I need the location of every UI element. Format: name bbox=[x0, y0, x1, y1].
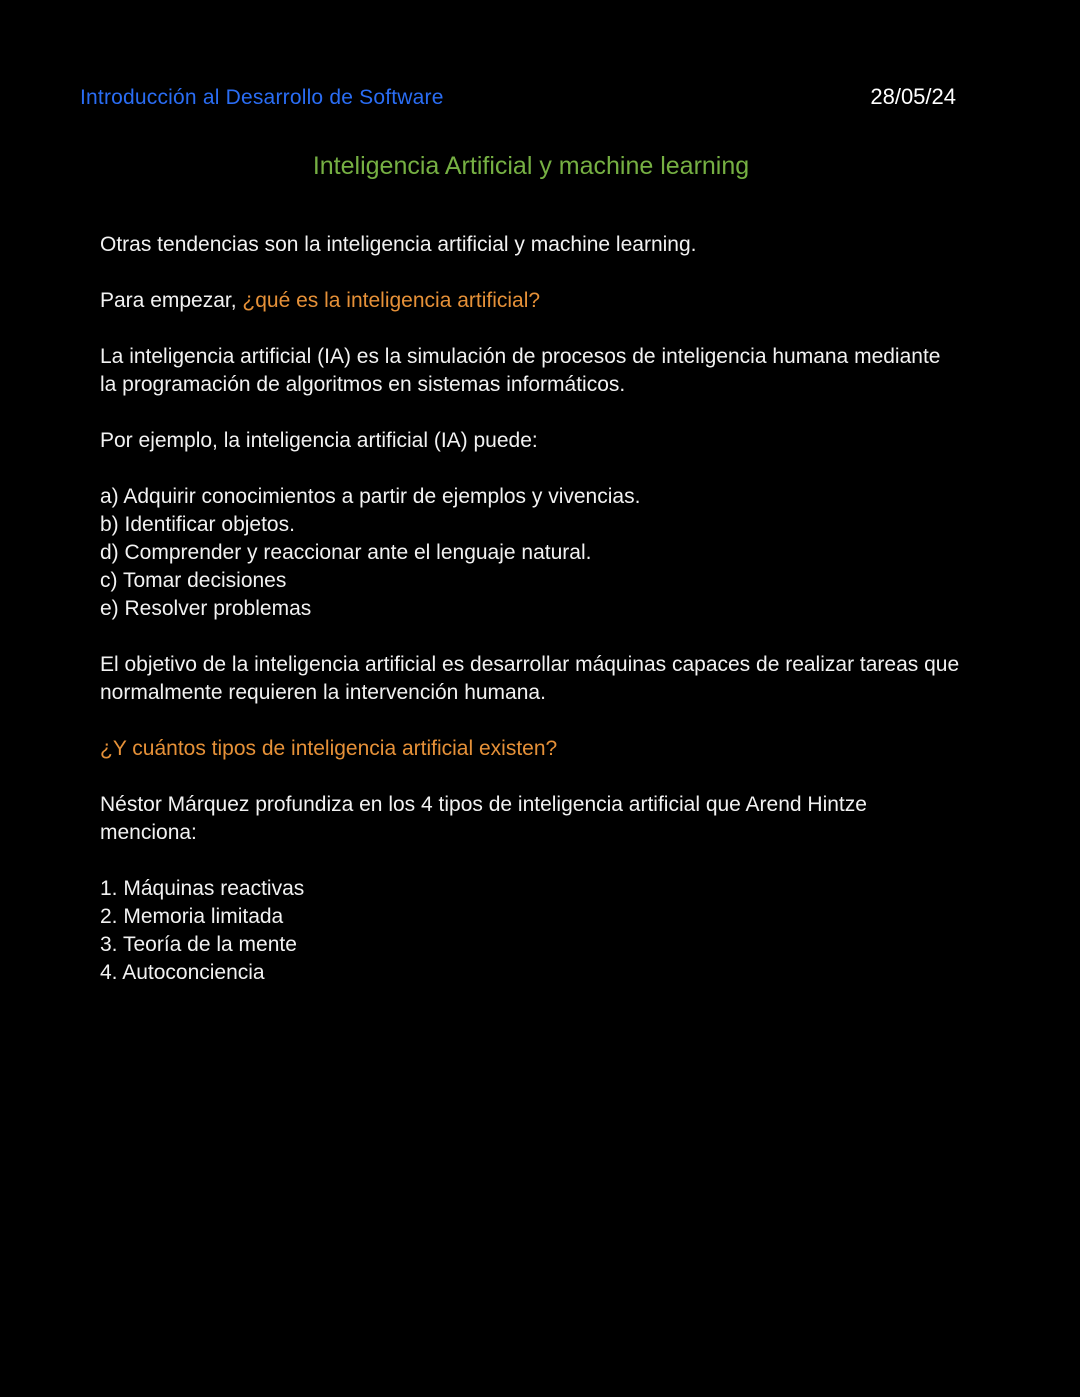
paragraph-question-1 bbox=[100, 287, 962, 315]
list-item: c) Tomar decisiones bbox=[100, 569, 287, 592]
course-title: Introducción al Desarrollo de Software bbox=[80, 86, 444, 109]
paragraph-intro: Otras tendencias son la inteligencia artificial y machine learning. bbox=[100, 233, 697, 256]
abilities-list bbox=[100, 483, 962, 623]
list-item: 4. Autoconciencia bbox=[100, 961, 265, 984]
document-header bbox=[80, 84, 956, 110]
list-item: b) Identificar objetos. bbox=[100, 513, 295, 536]
paragraph-question-2: ¿Y cuántos tipos de inteligencia artificial existen? bbox=[100, 737, 558, 760]
list-item: 1. Máquinas reactivas bbox=[100, 877, 305, 900]
paragraph-objective: El objetivo de la inteligencia artificial es desarrollar máquinas capaces de realizar tareas que normalmente requieren la intervención humana. bbox=[100, 653, 960, 704]
list-item: 2. Memoria limitada bbox=[100, 905, 284, 928]
paragraph-example-lead: Por ejemplo, la inteligencia artificial (IA) puede: bbox=[100, 429, 538, 452]
question-1-highlight: ¿qué es la inteligencia artificial? bbox=[242, 289, 541, 312]
page-title: Inteligencia Artificial y machine learning bbox=[312, 152, 750, 180]
list-item: 3. Teoría de la mente bbox=[100, 933, 297, 956]
date-label: 28/05/24 bbox=[870, 84, 956, 109]
list-item: e) Resolver problemas bbox=[100, 597, 312, 620]
paragraph-definition: La inteligencia artificial (IA) es la simulación de procesos de inteligencia humana mediante la programación de algoritmos en sistemas informáticos. bbox=[100, 345, 941, 396]
question-1-prefix: Para empezar, bbox=[100, 289, 243, 312]
list-item: a) Adquirir conocimientos a partir de ejemplos y vivencias. bbox=[100, 485, 641, 508]
list-item: d) Comprender y reaccionar ante el lenguaje natural. bbox=[100, 541, 592, 564]
paragraph-types-lead: Néstor Márquez profundiza en los 4 tipos de inteligencia artificial que Arend Hintze menciona: bbox=[100, 793, 867, 844]
types-list bbox=[100, 875, 962, 987]
